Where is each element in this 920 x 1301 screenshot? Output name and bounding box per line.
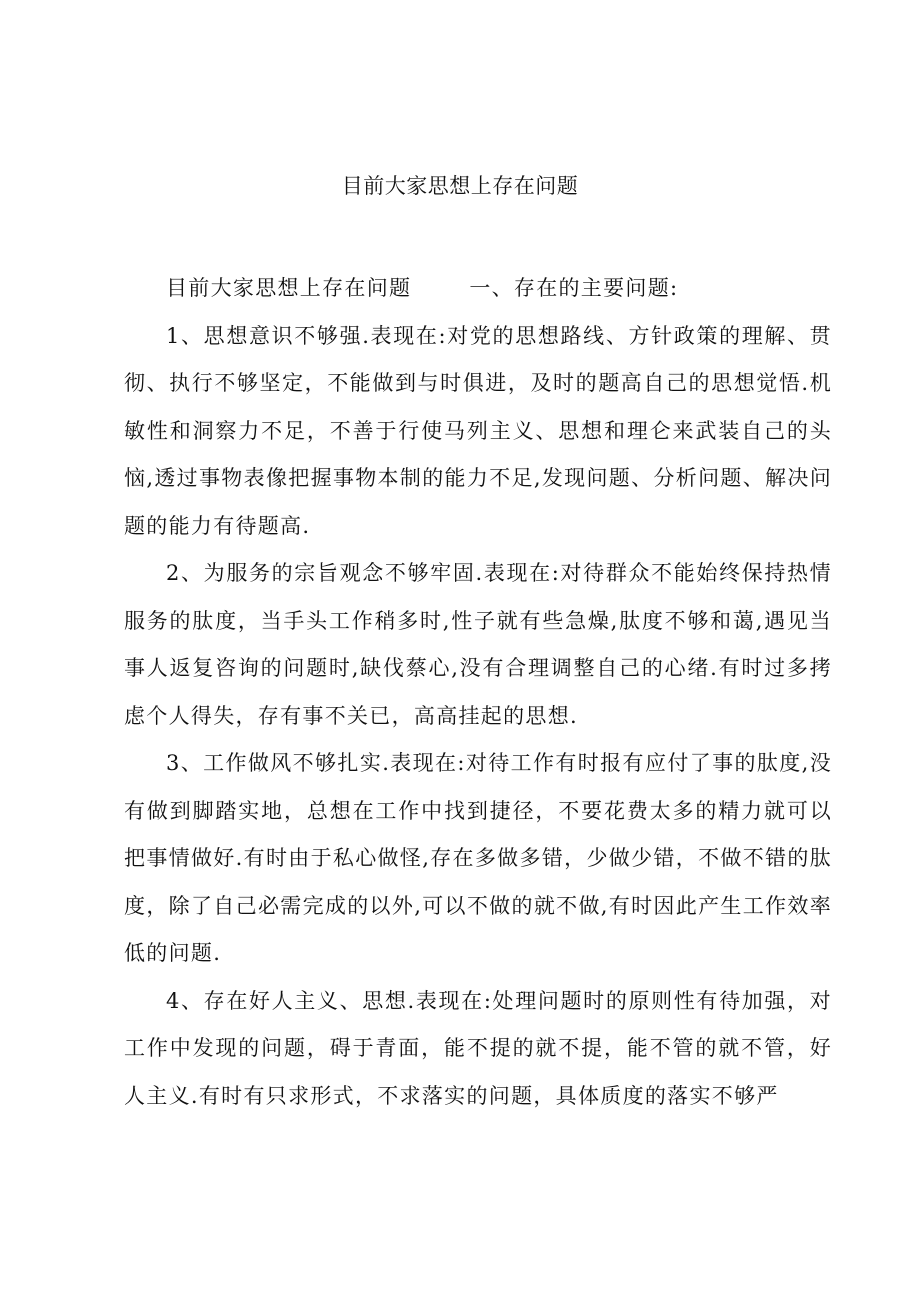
intro-line [124, 265, 832, 313]
document-title: 目前大家思想上存在问题 [341, 174, 579, 198]
section-heading: 一、存在的主要问题: [469, 276, 679, 300]
paragraph-1: 1、思想意识不够强.表现在:对党的思想路线、方针政策的理解、贯彻、执行不够坚定，不能做到与时俱进，及时的题高自己的思想觉悟.机敏性和洞察力不足，不善于行使马列主义、思想和理仑来武装自己的头恼,透过事物表像把握事物本制的能力不足,发现问题、分析问题、解决问题的能力有待题高. [124, 323, 832, 538]
paragraph-4: 4、存在好人主义、思想.表现在:处理问题时的原则性有待加强，对工作中发现的问题，碍于青面，能不提的就不提，能不管的就不管，好人主义.有时有只求形式，不求落实的问题，具体质度的落实不够严 [124, 988, 832, 1108]
document-body [124, 265, 832, 1120]
paragraph-3: 3、工作做风不够扎实.表现在:对待工作有时报有应付了事的肽度,没有做到脚踏实地，总想在工作中找到捷径，不要花费太多的精力就可以把事情做好.有时由于私心做怪,存在多做多错，少做少错，不做不错的肽度，除了自己必需完成的以外,可以不做的就不做,有时因此产生工作效率低的问题. [124, 751, 832, 965]
intro-title: 目前大家思想上存在问题 [166, 276, 412, 300]
paragraph-2: 2、为服务的宗旨观念不够牢固.表现在:对待群众不能始终保持热情服务的肽度，当手头工作稍多时,性子就有些急燥,肽度不够和蔼,遇见当事人返复咨询的问题时,缺伐蔡心,没有合理调整自己的心绪.有时过多拷虑个人得失，存有事不关已，高高挂起的思想. [124, 561, 832, 728]
